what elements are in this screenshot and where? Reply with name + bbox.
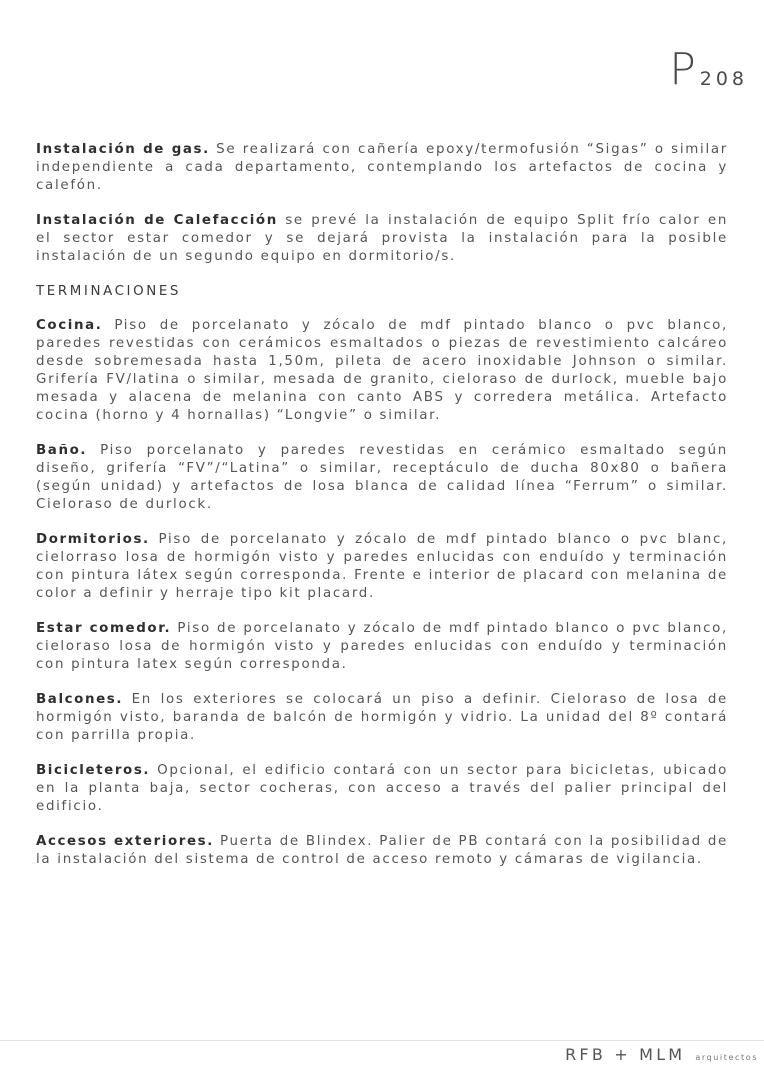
footer-divider: [0, 1040, 764, 1041]
section-title: TERMINACIONES: [36, 284, 182, 299]
paragraph-lead: Estar comedor.: [36, 621, 172, 636]
paragraph-text: Piso de porcelanato y zócalo de mdf pintado blanco o pvc blanco, cieloraso losa de hormigón visto y paredes enlucidas con enduído y terminación con pintura latex según corresponda.: [36, 621, 728, 672]
document-body: [36, 141, 728, 886]
paragraph-lead: Bicicleteros.: [36, 763, 151, 778]
paragraph-lead: Dormitorios.: [36, 532, 150, 547]
paragraph-text: Piso de porcelanato y zócalo de mdf pintado blanco o pvc blanco, paredes revestidas con cerámicos esmaltados o piezas de revestimiento calcáreo desde sobremesada hasta 1,50m, pileta de acero inoxidable Johnson o similar. Grifería FV/latina o similar, mesada de granito, cieloraso de durlock, mueble bajo mesada y alacena de melanina con canto ABS y corredera metálica. Artefacto cocina (horno y 4 hornallas) “Longvie” o similar.: [36, 318, 728, 423]
paragraph-text: Opcional, el edificio contará con un sector para bicicletas, ubicado en la planta baja, sector cocheras, con acceso a través del palier principal del edificio.: [36, 763, 728, 814]
page-number: 208: [699, 68, 748, 90]
paragraph-lead: Balcones.: [36, 692, 124, 707]
paragraph-text: En los exteriores se colocará un piso a definir. Cieloraso de losa de hormigón visto, baranda de balcón de hormigón y vidrio. La unidad del 8º contará con parrilla propia.: [36, 692, 728, 743]
paragraph-accesos-exteriores: [36, 833, 728, 869]
brand-subtitle: arquitectos: [695, 1053, 758, 1062]
paragraph-estar-comedor: [36, 620, 728, 674]
paragraph-cocina: [36, 317, 728, 425]
paragraph-lead: Cocina.: [36, 318, 103, 333]
paragraph-text: Se realizará con cañería epoxy/termofusión “Sigas” o similar independiente a cada departamento, contemplando los artefactos de cocina y calefón.: [36, 142, 728, 193]
paragraph-calefaccion: [36, 212, 728, 266]
paragraph-gas: [36, 141, 728, 195]
paragraph-text: Puerta de Blindex. Palier de PB contará con la posibilidad de la instalación del sistema de control de acceso remoto y cámaras de vigilancia.: [36, 834, 728, 867]
paragraph-text: se prevé la instalación de equipo Split frío calor en el sector estar comedor y se dejará provista la instalación para la posible instalación de un segundo equipo en dormitorio/s.: [36, 213, 728, 264]
paragraph-lead: Instalación de Calefacción: [36, 213, 278, 228]
paragraph-lead: Baño.: [36, 443, 88, 458]
page-letter: P: [669, 44, 697, 95]
brand-name: RFB + MLM: [565, 1045, 686, 1064]
footer-brand: [565, 1045, 758, 1064]
page-number-mark: [669, 44, 748, 95]
paragraph-lead: Instalación de gas.: [36, 142, 210, 157]
paragraph-text: Piso de porcelanato y zócalo de mdf pintado blanco o pvc blanc, cielorraso losa de hormigón visto y paredes enlucidas con enduído y terminación con pintura látex según corresponda. Frente e interior de placard con melanina de color a definir y herraje tipo kit placard.: [36, 532, 728, 601]
paragraph-bano: [36, 442, 728, 514]
paragraph-text: Piso porcelanato y paredes revestidas en cerámico esmaltado según diseño, grifería “FV”/“Latina” o similar, receptáculo de ducha 80x80 o bañera (según unidad) y artefactos de losa blanca de calidad línea “Ferrum” o similar. Cieloraso de durlock.: [36, 443, 728, 512]
paragraph-dormitorios: [36, 531, 728, 603]
paragraph-lead: Accesos exteriores.: [36, 834, 214, 849]
paragraph-bicicleteros: [36, 762, 728, 816]
paragraph-balcones: [36, 691, 728, 745]
